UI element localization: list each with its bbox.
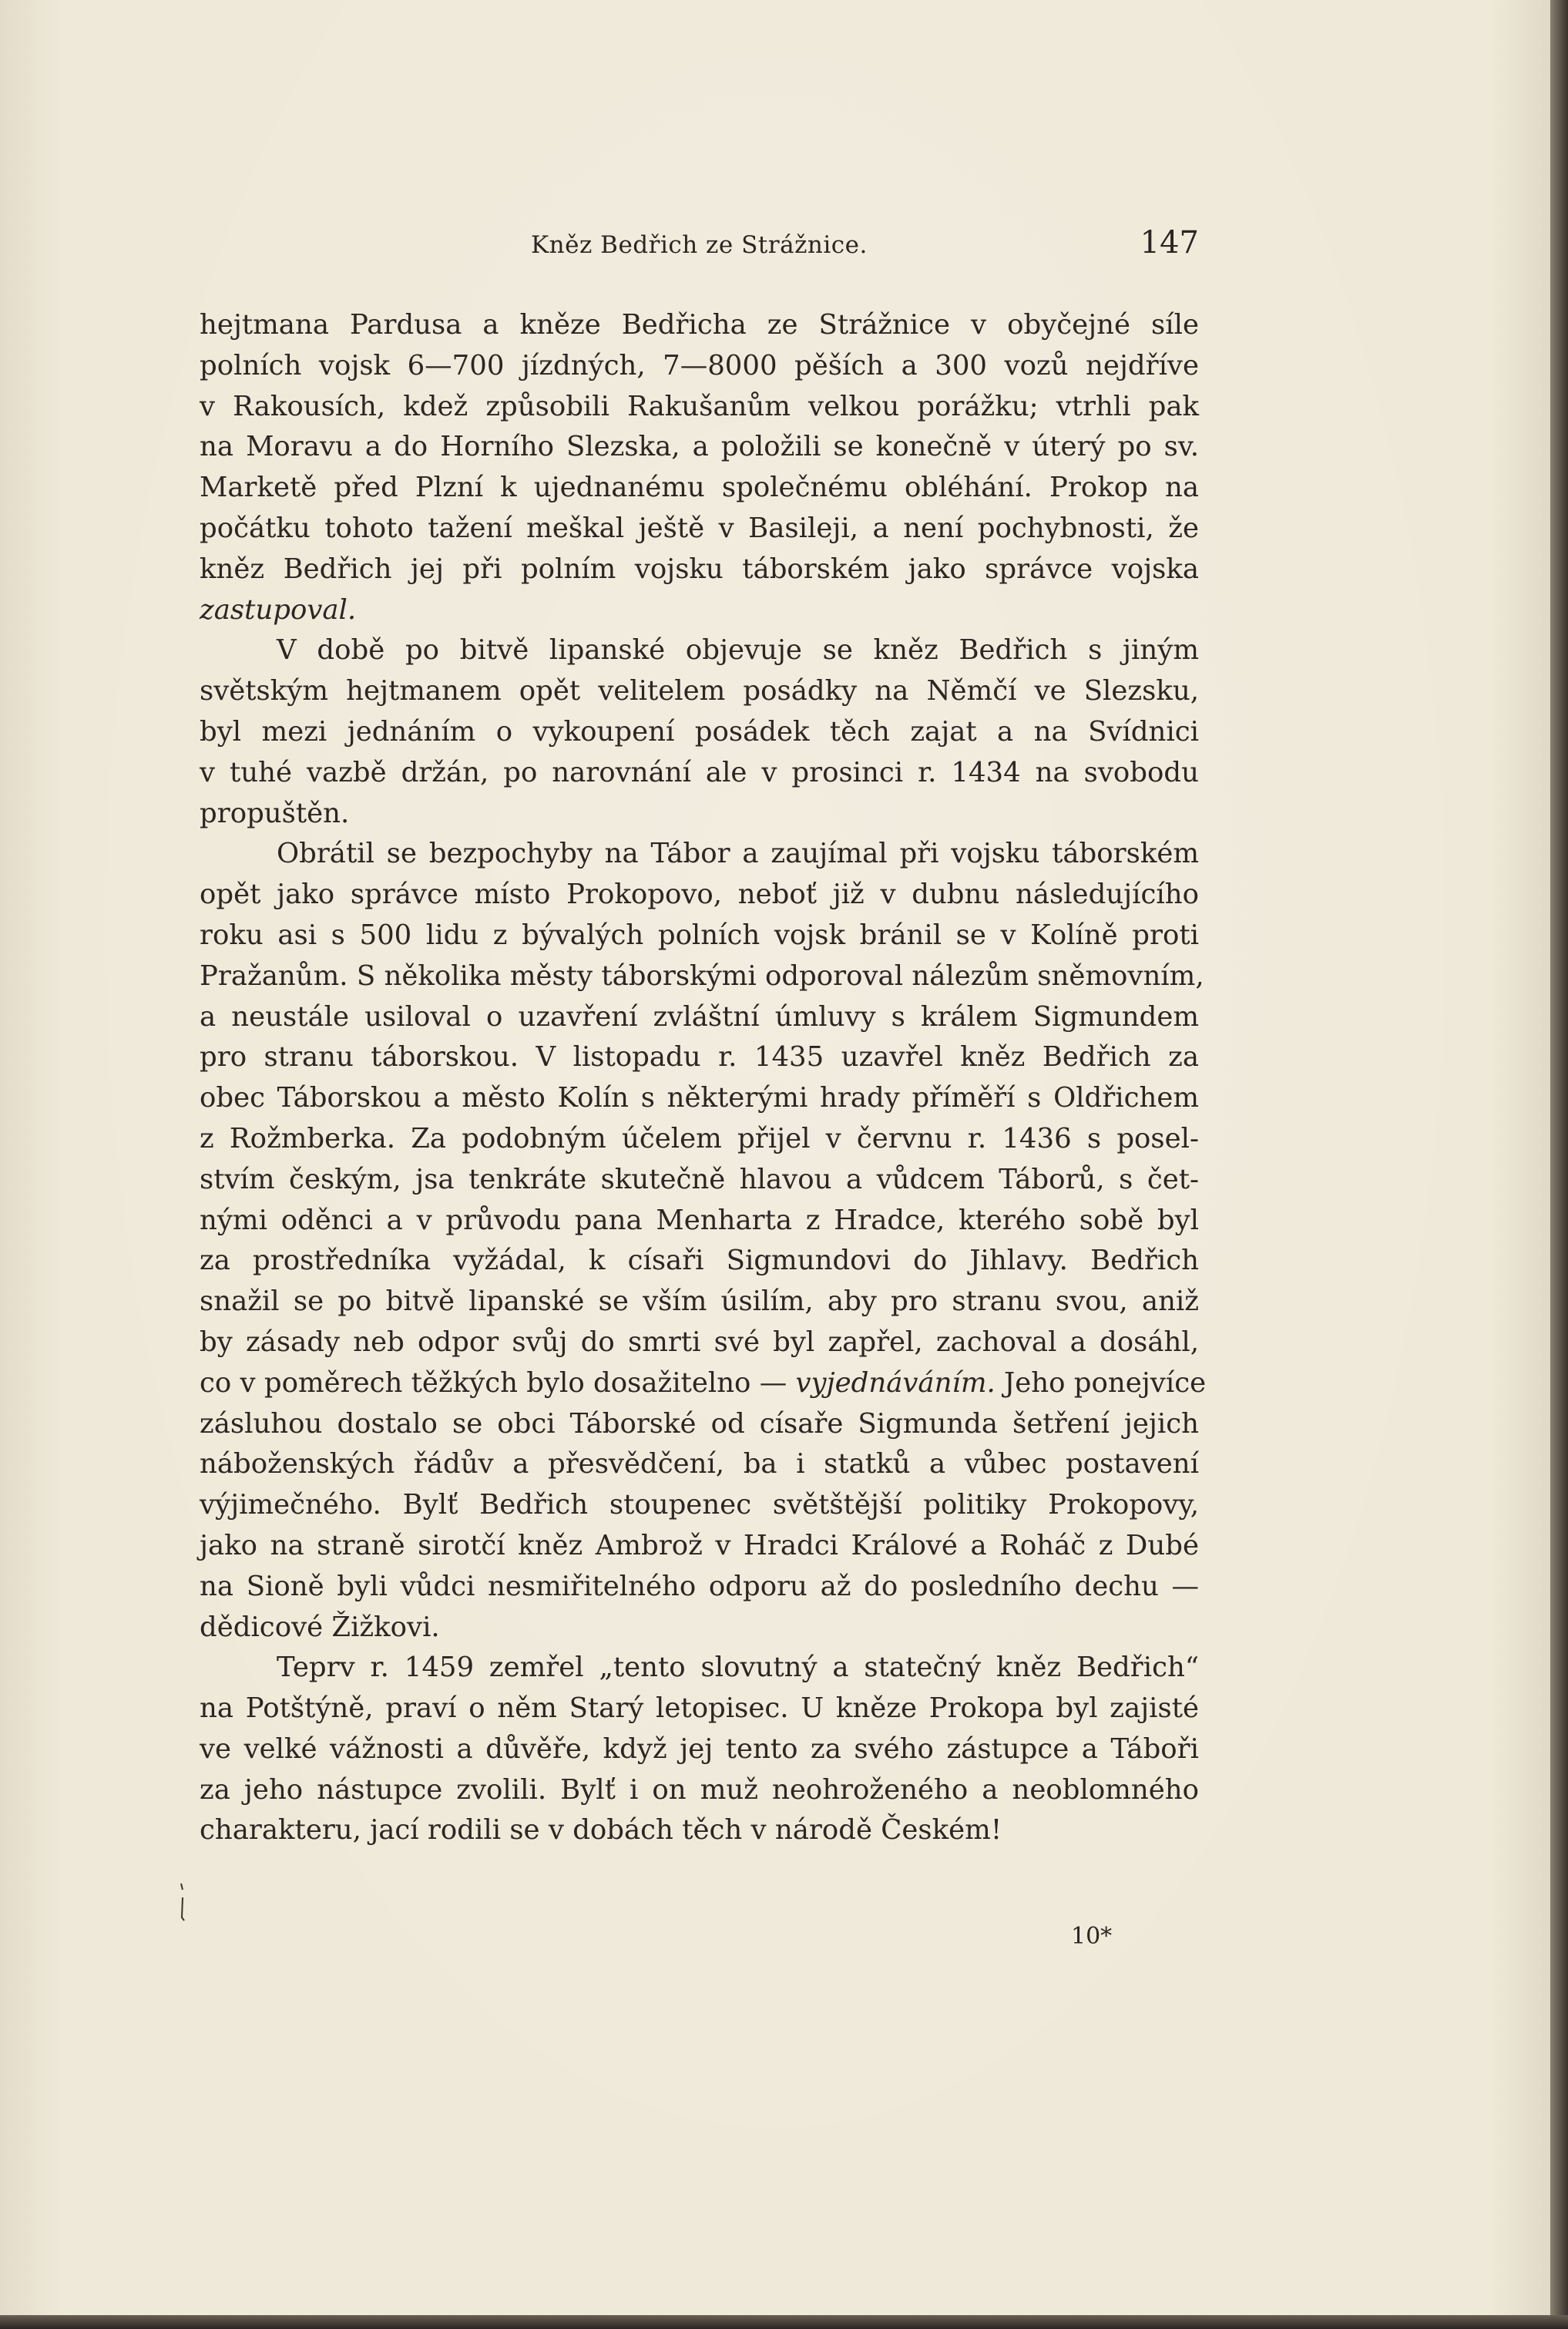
- text-line: za prostředníka vyžádal, k císaři Sigmundovi do Jihlavy. Bedřich: [200, 1245, 1199, 1277]
- running-head: [200, 225, 1199, 271]
- text-line: na Moravu a do Horního Slezska, a položili se konečně v úterý po sv.: [200, 431, 1199, 463]
- paragraph-3: [200, 834, 1207, 1648]
- text-line: zastupoval.: [200, 593, 357, 626]
- page-edge-bottom: [0, 2315, 1568, 2329]
- text-fragment: Jeho ponejvíce: [995, 1366, 1207, 1399]
- text-line: nými oděnci a v průvodu pana Menharta z Hradce, kterého sobě byl: [200, 1204, 1199, 1236]
- text-line: zásluhou dostalo se obci Táborské od císaře Sigmunda šetření jejich: [200, 1407, 1199, 1440]
- text-line: v tuhé vazbě držán, po narovnání ale v prosinci r. 1434 na svobodu: [200, 756, 1199, 788]
- text-line: snažil se po bitvě lipanské se vším úsilím, aby pro stranu svou, aniž: [200, 1285, 1199, 1318]
- text-line: za jeho nástupce zvolili. Bylť i on muž neohroženého a neoblomného: [200, 1773, 1199, 1806]
- text-line: světským hejtmanem opět velitelem posádky na Němčí ve Slezsku,: [200, 675, 1199, 707]
- text-line: na Sioně byli vůdci nesmiřitelného odporu až do posledního dechu —: [200, 1570, 1199, 1602]
- text-line-with-emphasis: [200, 1363, 1207, 1404]
- text-line: na Potštýně, praví o něm Starý letopisec. U kněze Prokopa byl zajisté: [200, 1692, 1199, 1725]
- paragraph-4: [200, 1648, 1199, 1851]
- paragraph-1: [200, 305, 1199, 630]
- text-line: byl mezi jednáním o vykoupení posádek těch zajat a na Svídnici: [200, 715, 1199, 748]
- page-number: 147: [1140, 225, 1199, 260]
- paragraph-2: [200, 630, 1199, 834]
- text-line: počátku tohoto tažení meškal ještě v Basileji, a není pochybnosti, že: [200, 512, 1199, 544]
- text-line: výjimečného. Bylť Bedřich stoupenec světštější politiky Prokopovy,: [200, 1489, 1199, 1521]
- text-line: charakteru, jací rodili se v dobách těch v národě Českém!: [200, 1814, 1002, 1847]
- text-fragment: co v poměrech těžkých bylo dosažitelno —: [200, 1366, 796, 1399]
- text-line: stvím českým, jsa tenkráte skutečně hlavou a vůdcem Táborů, s čet-: [200, 1163, 1199, 1195]
- text-line: V době po bitvě lipanské objevuje se kněz Bedřich s jiným: [277, 634, 1199, 667]
- text-line: jako na straně sirotčí kněz Ambrož v Hradci Králové a Roháč z Dubé: [200, 1529, 1199, 1561]
- text-line: dědicové Žižkovi.: [200, 1611, 440, 1643]
- emphasis-text: vyjednáváním.: [795, 1366, 996, 1399]
- text-line: opět jako správce místo Prokopovo, neboť již v dubnu následujícího: [200, 879, 1199, 911]
- text-line: ve velké vážnosti a důvěře, když jej tento za svého zástupce a Táboři: [200, 1732, 1199, 1765]
- page-edge-right: [1550, 0, 1568, 2329]
- margin-pencil-mark: [179, 1880, 185, 1934]
- text-line: polních vojsk 6—700 jízdných, 7—8000 pěších a 300 vozů nejdříve: [200, 349, 1199, 381]
- text-line: Pražanům. S několika městy táborskými odporoval nálezům sněmovním,: [200, 959, 1204, 992]
- text-line: náboženských řádův a přesvědčení, ba i statků a vůbec postavení: [200, 1448, 1199, 1480]
- pencil-mark-icon: [179, 1880, 186, 1934]
- text-line: by zásady neb odpor svůj do smrti své byl zapřel, zachoval a dosáhl,: [200, 1326, 1199, 1358]
- text-line: kněz Bedřich jej při polním vojsku táborském jako správce vojska: [200, 553, 1199, 585]
- body-text: [200, 305, 1207, 1851]
- text-line: z Rožmberka. Za podobným účelem přijel v červnu r. 1436 s posel-: [200, 1122, 1199, 1154]
- text-line: Teprv r. 1459 zemřel „tento slovutný a statečný kněz Bedřich“: [277, 1652, 1199, 1684]
- text-line: hejtmana Pardusa a kněze Bedřicha ze Strážnice v obyčejné síle: [200, 309, 1199, 341]
- text-line: obec Táborskou a město Kolín s některými hrady příměří s Oldřichem: [200, 1082, 1199, 1114]
- running-title: Kněz Bedřich ze Strážnice.: [531, 231, 868, 259]
- text-line: roku asi s 500 lidu z bývalých polních vojsk bránil se v Kolíně proti: [200, 919, 1199, 951]
- text-line: Marketě před Plzní k ujednanému společnému obléhání. Prokop na: [200, 472, 1199, 504]
- text-line: Obrátil se bezpochyby na Tábor a zaujímal při vojsku táborském: [277, 838, 1199, 870]
- text-line: propuštěn.: [200, 797, 350, 829]
- text-line: pro stranu táborskou. V listopadu r. 1435 uzavřel kněz Bedřich za: [200, 1041, 1199, 1074]
- signature-mark: 10*: [1071, 1923, 1113, 1950]
- text-line: v Rakousích, kdež způsobili Rakušanům velkou porážku; vtrhli pak: [200, 390, 1199, 422]
- text-line: a neustále usiloval o uzavření zvláštní úmluvy s králem Sigmundem: [200, 1000, 1199, 1033]
